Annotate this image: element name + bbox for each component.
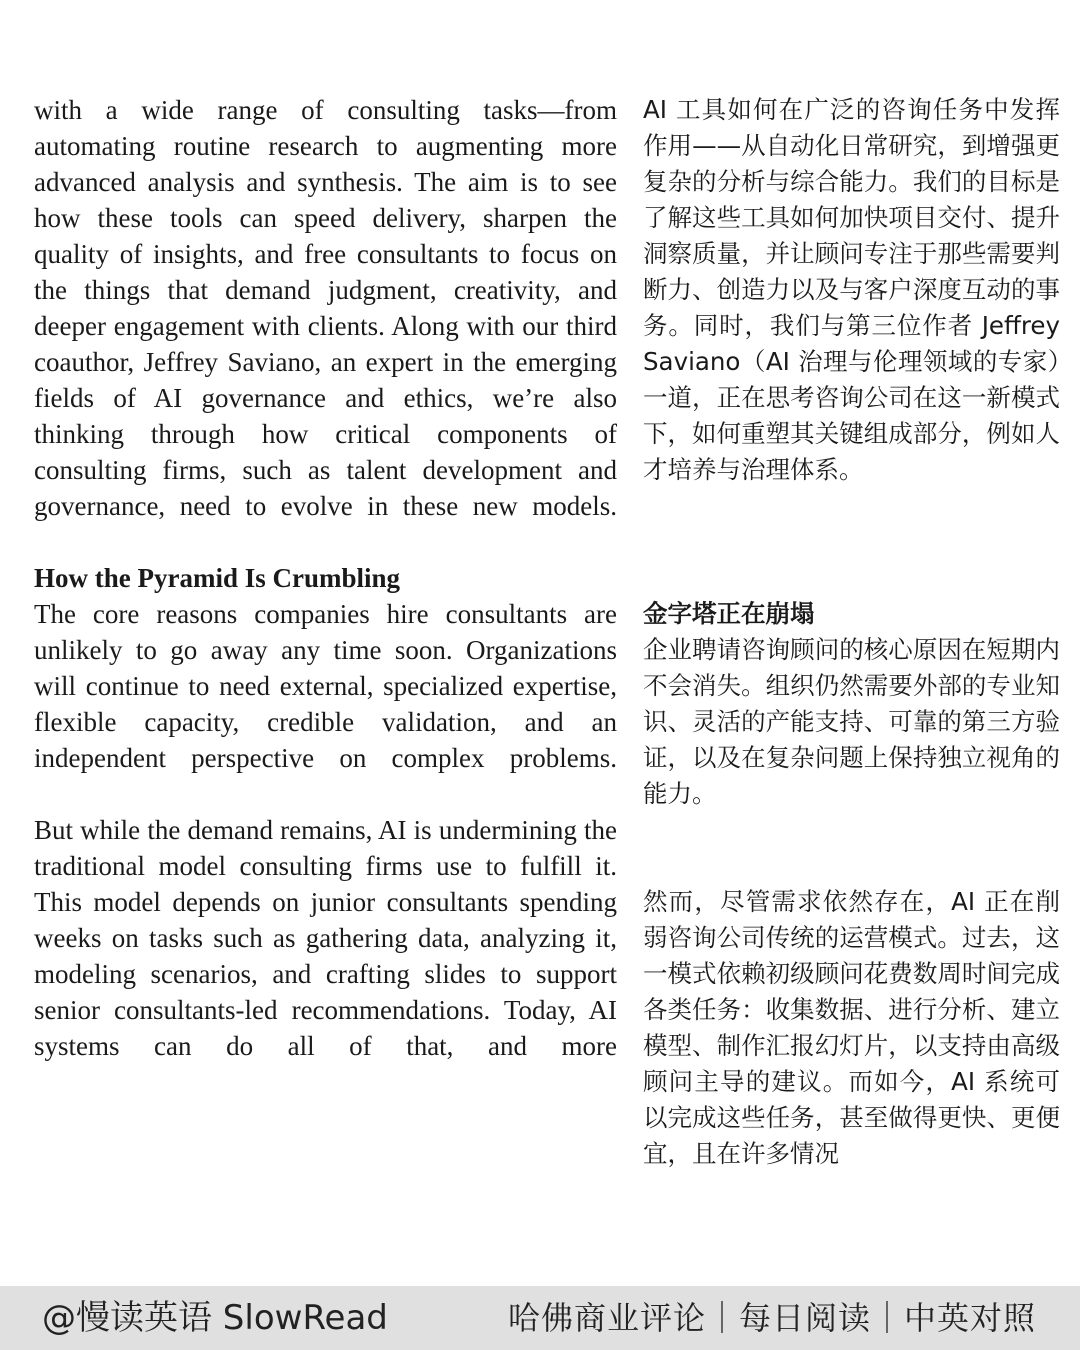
chinese-paragraph-3: 然而，尽管需求依然存在，AI 正在削弱咨询公司传统的运营模式。过去，这一模式依赖初级顾问花费数周时间完成各类任务：收集数据、进行分析、建立模型、制作汇报幻灯片，以支持由高级顾问主导的建议。而如今，AI 系统可以完成这些任务，甚至做得更快、更便宜，且在许多情况 (643, 887, 1060, 1168)
chinese-column (643, 92, 1060, 1172)
chinese-intro-paragraph: AI 工具如何在广泛的咨询任务中发挥作用——从自动化日常研究，到增强更复杂的分析与综合能力。我们的目标是了解这些工具如何加快项目交付、提升洞察质量，并让顾问专注于那些需要判断力、创造力以及与客户深度互动的事务。同时，我们与第三位作者 Jeffrey Saviano（AI 治理与伦理领域的专家）一道，正在思考咨询公司在这一新模式下，如何重塑其关键组成部分，例如人才培养与治理体系。 (643, 95, 1060, 484)
account-handle: @慢读英语 SlowRead (42, 1298, 388, 1338)
english-paragraph-2: The core reasons companies hire consultants are unlikely to go away any time soon. Organizations will continue to need external, specialized expertise, flexible capacity, credible validation, and an independent perspective on complex problems. (34, 599, 617, 773)
english-section-heading: How the Pyramid Is Crumbling (34, 563, 401, 593)
paragraph-gap (34, 776, 617, 812)
english-intro-paragraph: with a wide range of consulting tasks—from automating routine research to augmenting more advanced analysis and synthesis. The aim is to see how these tools can speed delivery, sharpen the quality of insights, and free consultants to focus on the things that demand judgment, creativity, and deeper engagement with clients. Along with our third coauthor, Jeffrey Saviano, an expert in the emerging fields of AI governance and ethics, we’re also thinking through how critical components of consulting firms, such as talent development and governance, need to evolve in these new models. (34, 95, 617, 521)
footer-tagline: 哈佛商业评论｜每日阅读｜中英对照 (507, 1299, 1036, 1337)
footer-bar (0, 1286, 1080, 1350)
english-column (34, 92, 617, 1064)
english-paragraph-3: But while the demand remains, AI is undermining the traditional model consulting firms use to fulfill it. This model depends on junior consultants spending weeks on tasks such as gathering data, analyzing it, modeling scenarios, and crafting slides to support senior consultants-led recommendations. Today, AI systems can do all of that, and more (34, 815, 617, 1061)
paragraph-gap (643, 812, 1060, 884)
chinese-section-heading: 金字塔正在崩塌 (643, 599, 815, 628)
chinese-paragraph-2: 企业聘请咨询顾问的核心原因在短期内不会消失。组织仍然需要外部的专业知识、灵活的产能支持、可靠的第三方验证，以及在复杂问题上保持独立视角的能力。 (643, 635, 1060, 808)
paragraph-gap (643, 488, 1060, 596)
